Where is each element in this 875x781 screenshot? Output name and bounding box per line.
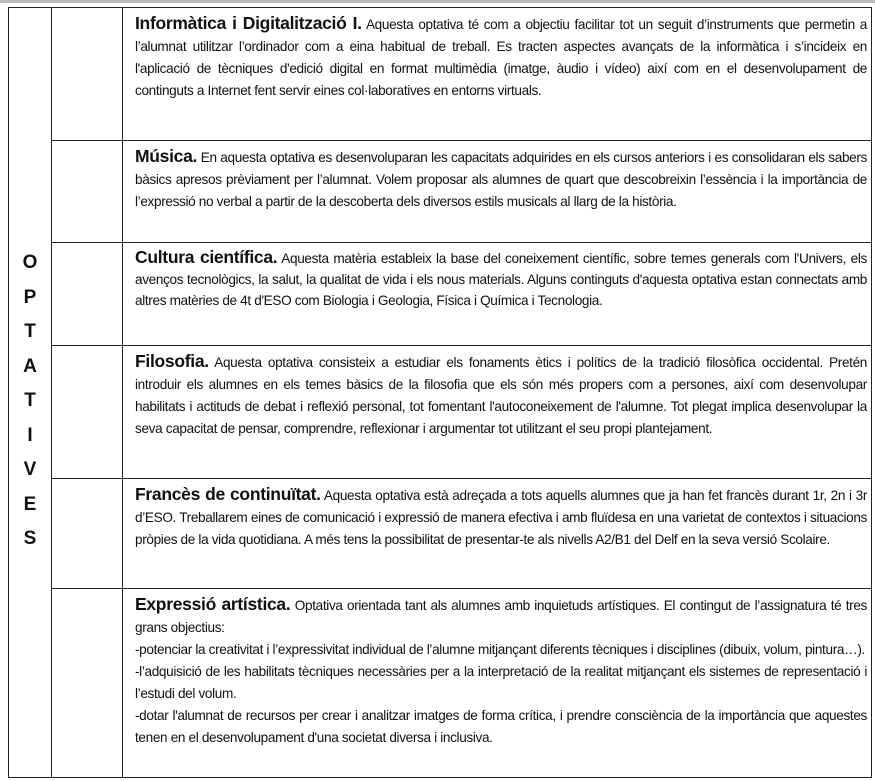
- empty-cell: [52, 589, 123, 777]
- subject-text: Optativa orientada tant als alumnes amb inquietuds artístiques. El contingut de l’assignatura té tres grans objectius:: [135, 598, 867, 635]
- subject-row-filosofia: [52, 346, 871, 479]
- objective-item: -l’adquisició de les habilitats tècniques necessàries per a la interpretació de la realitat mitjançant els sistemes de representació i l’estudi del volum.: [135, 664, 867, 701]
- label-letter: S: [23, 528, 37, 549]
- objective-item: -dotar l'alumnat de recursos per crear i analitzar imatges de forma crítica, i prendre consciència de la importància que aquestes tenen en el desenvolupament d'una societat diversa i inclusiva.: [135, 708, 867, 745]
- subject-row-cultura-cientifica: [52, 243, 871, 346]
- subject-description: [135, 483, 867, 551]
- subject-description: [135, 593, 867, 749]
- subject-title: Expressió artística.: [135, 594, 291, 614]
- objective-item: -potenciar la creativitat i l’expressivitat individual de l’alumne mitjançant diferents tècniques i disciplines (dibuix, volum, pintura…).: [135, 642, 865, 657]
- empty-cell: [52, 346, 123, 478]
- subject-title: Francès de continuïtat.: [135, 484, 321, 504]
- subject-description: [135, 350, 867, 440]
- empty-cell: [52, 479, 123, 588]
- label-letter: T: [24, 321, 36, 342]
- subject-text: Aquesta matèria estableix la base del coneixement científic, sobre temes generals com l'Univers, els avenços tecnològics, la salut, la qualitat de vida i els nous materials. Alguns continguts d'aquesta optativa estan connectats amb altres matèries de 4t d'ESO com Biologia i Geologia, Física i Química i Tecnologia.: [135, 251, 868, 308]
- empty-cell: [52, 243, 123, 345]
- label-letter: O: [22, 252, 38, 273]
- subject-row-musica: [52, 141, 871, 243]
- subject-row-informatica: [52, 8, 871, 141]
- empty-cell: [52, 8, 123, 140]
- optatives-table: [8, 7, 872, 778]
- subject-title: Informàtica i Digitalització I.: [135, 13, 362, 33]
- subject-text: Aquesta optativa té com a objectiu facilitar tot un seguit d’instruments que permetin a l’alumnat utilitzar l’ordinador com a eina habitual de treball. Es tracten aspectes avançats de la informàtica i s’incideix en l'aplicació de tècniques d'edició digital en format multimèdia (imatge, àudio i vídeo) així com en el desenvolupament de continguts a Internet fent servir eines col·laboratives en entorns virtuals.: [135, 17, 867, 98]
- label-letter: V: [23, 459, 37, 480]
- subject-description: [135, 145, 867, 213]
- subject-title: Filosofia.: [135, 351, 209, 371]
- optatives-label-column: [9, 8, 52, 777]
- label-letter: A: [23, 355, 37, 377]
- subject-text: Aquesta optativa consisteix a estudiar els fonaments ètics i polítics de la tradició filosòfica occidental. Pretén introduir els alumnes en els temes bàsics de la filosofia que els són més propers com a persones, així com desenvolupar habilitats i actituds de debat i reflexió personal, tot fomentant l'autoconeixement de l'alumne. Tot plegat implica desenvolupar la seva capacitat de pensar, comprendre, reflexionar i argumentar tot utilitzant el seu propi plantejament.: [135, 355, 867, 436]
- subject-title: Música.: [135, 146, 198, 166]
- subject-row-expressio-artistica: [52, 589, 871, 777]
- label-letter: T: [24, 390, 36, 411]
- empty-cell: [52, 141, 123, 242]
- subject-row-frances: [52, 479, 871, 589]
- label-letter: I: [27, 424, 33, 446]
- subject-description: [135, 12, 867, 102]
- top-divider: [0, 0, 875, 3]
- label-letter: E: [23, 493, 37, 515]
- subject-description: [135, 247, 867, 311]
- subject-text: En aquesta optativa es desenvoluparan les capacitats adquirides en els cursos anteriors i es consolidaran els sabers bàsics apresos prèviament per l’alumnat. Volem proposar als alumnes de quart que descobreixin l’essència i la importància de l’expressió no verbal a partir de la descoberta dels diversos estils musicals al llarg de la història.: [135, 150, 867, 209]
- label-letter: P: [23, 286, 37, 308]
- optatives-vertical-label: [9, 246, 51, 557]
- subject-text: Aquesta optativa està adreçada a tots aquells alumnes que ja han fet francès durant 1r, 2n i 3r d’ESO. Treballarem eines de comunicació i expressió de manera efectiva i amb fluïdesa en una varietat de contextos i situacions pròpies de la vida quotidiana. A més tens la possibilitat de presentar-te als nivells A2/B1 del Delf en la seva versió Scolaire.: [135, 488, 867, 547]
- subject-title: Cultura científica.: [135, 247, 278, 267]
